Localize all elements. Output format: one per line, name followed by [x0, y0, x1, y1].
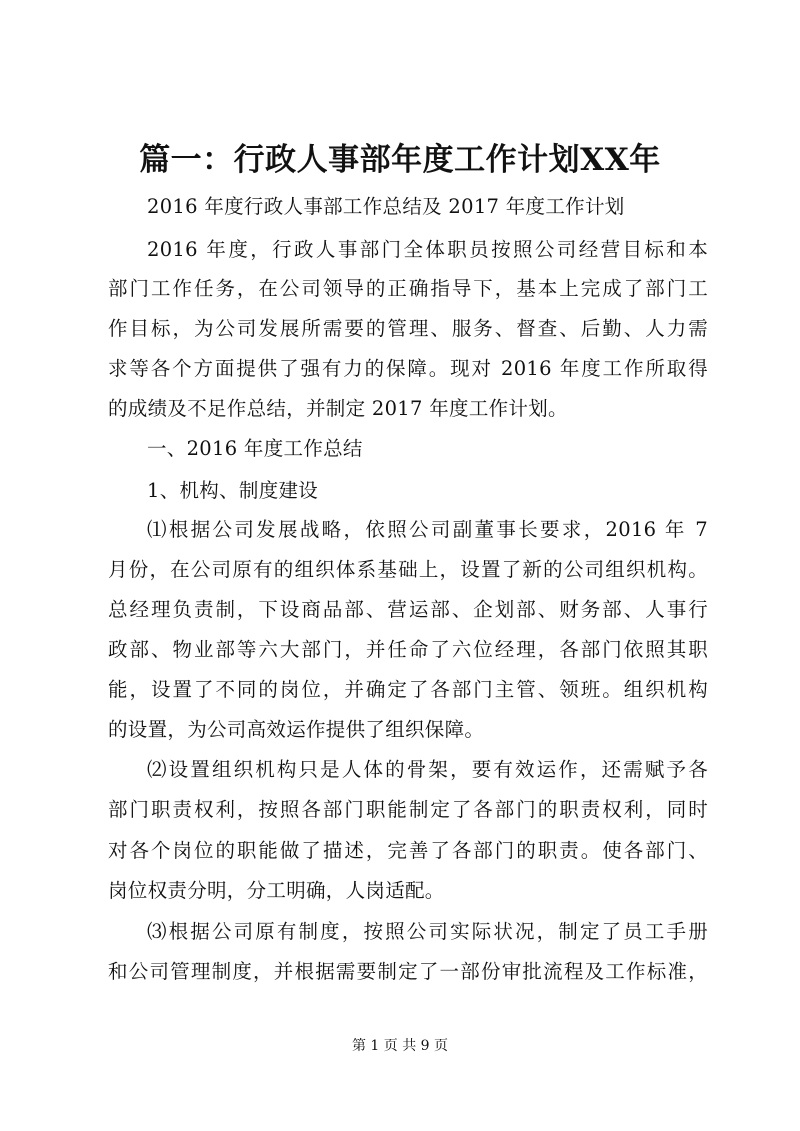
- section-heading: 一、2016 年度工作总结: [147, 437, 363, 460]
- paragraph-line: 政部、物业部等六大部门，并任命了六位经理，各部门依照其职: [108, 638, 708, 661]
- subtitle-line: 2016 年度行政人事部工作总结及 2017 年度工作计划: [147, 195, 625, 218]
- page-number-footer: 第 1 页 共 9 页: [351, 1038, 449, 1054]
- paragraph-line: 总经理负责制，下设商品部、营运部、企划部、财务部、人事行: [108, 598, 708, 621]
- paragraph-line: 对各个岗位的职能做了描述，完善了各部门的职责。使各部门、: [108, 839, 708, 862]
- paragraph-line: ⑶根据公司原有制度，按照公司实际状况，制定了员工手册: [147, 920, 708, 943]
- paragraph-line: ⑴根据公司发展战略，依照公司副董事长要求，2016 年 7: [147, 518, 708, 541]
- paragraph-line: 和公司管理制度，并根据需要制定了一部份审批流程及工作标准，: [108, 960, 708, 983]
- paragraph-line: 的成绩及不足作总结，并制定 2017 年度工作计划。: [108, 397, 568, 420]
- paragraph-line: 的设置，为公司高效运作提供了组织保障。: [108, 718, 485, 741]
- page-title: 篇一：行政人事部年度工作计划XX年: [139, 142, 661, 178]
- paragraph-line: 岗位权责分明，分工明确，人岗适配。: [108, 879, 445, 902]
- paragraph-line: 月份，在公司原有的组织体系基础上，设置了新的公司组织机构。: [108, 558, 708, 581]
- paragraph-line: 作目标，为公司发展所需要的管理、服务、督查、后勤、人力需: [108, 317, 708, 340]
- paragraph-line: 2016 年度，行政人事部门全体职员按照公司经营目标和本: [147, 238, 708, 261]
- paragraph-line: 求等各个方面提供了强有力的保障。现对 2016 年度工作所取得: [108, 357, 708, 380]
- paragraph-line: 部门职责权利，按照各部门职能制定了各部门的职责权利，同时: [108, 798, 708, 821]
- paragraph-line: ⑵设置组织机构只是人体的骨架，要有效运作，还需赋予各: [147, 758, 708, 781]
- subsection-heading: 1、机构、制度建设: [147, 479, 319, 502]
- paragraph-line: 能，设置了不同的岗位，并确定了各部门主管、领班。组织机构: [108, 678, 708, 701]
- paragraph-line: 部门工作任务，在公司领导的正确指导下，基本上完成了部门工: [108, 277, 708, 300]
